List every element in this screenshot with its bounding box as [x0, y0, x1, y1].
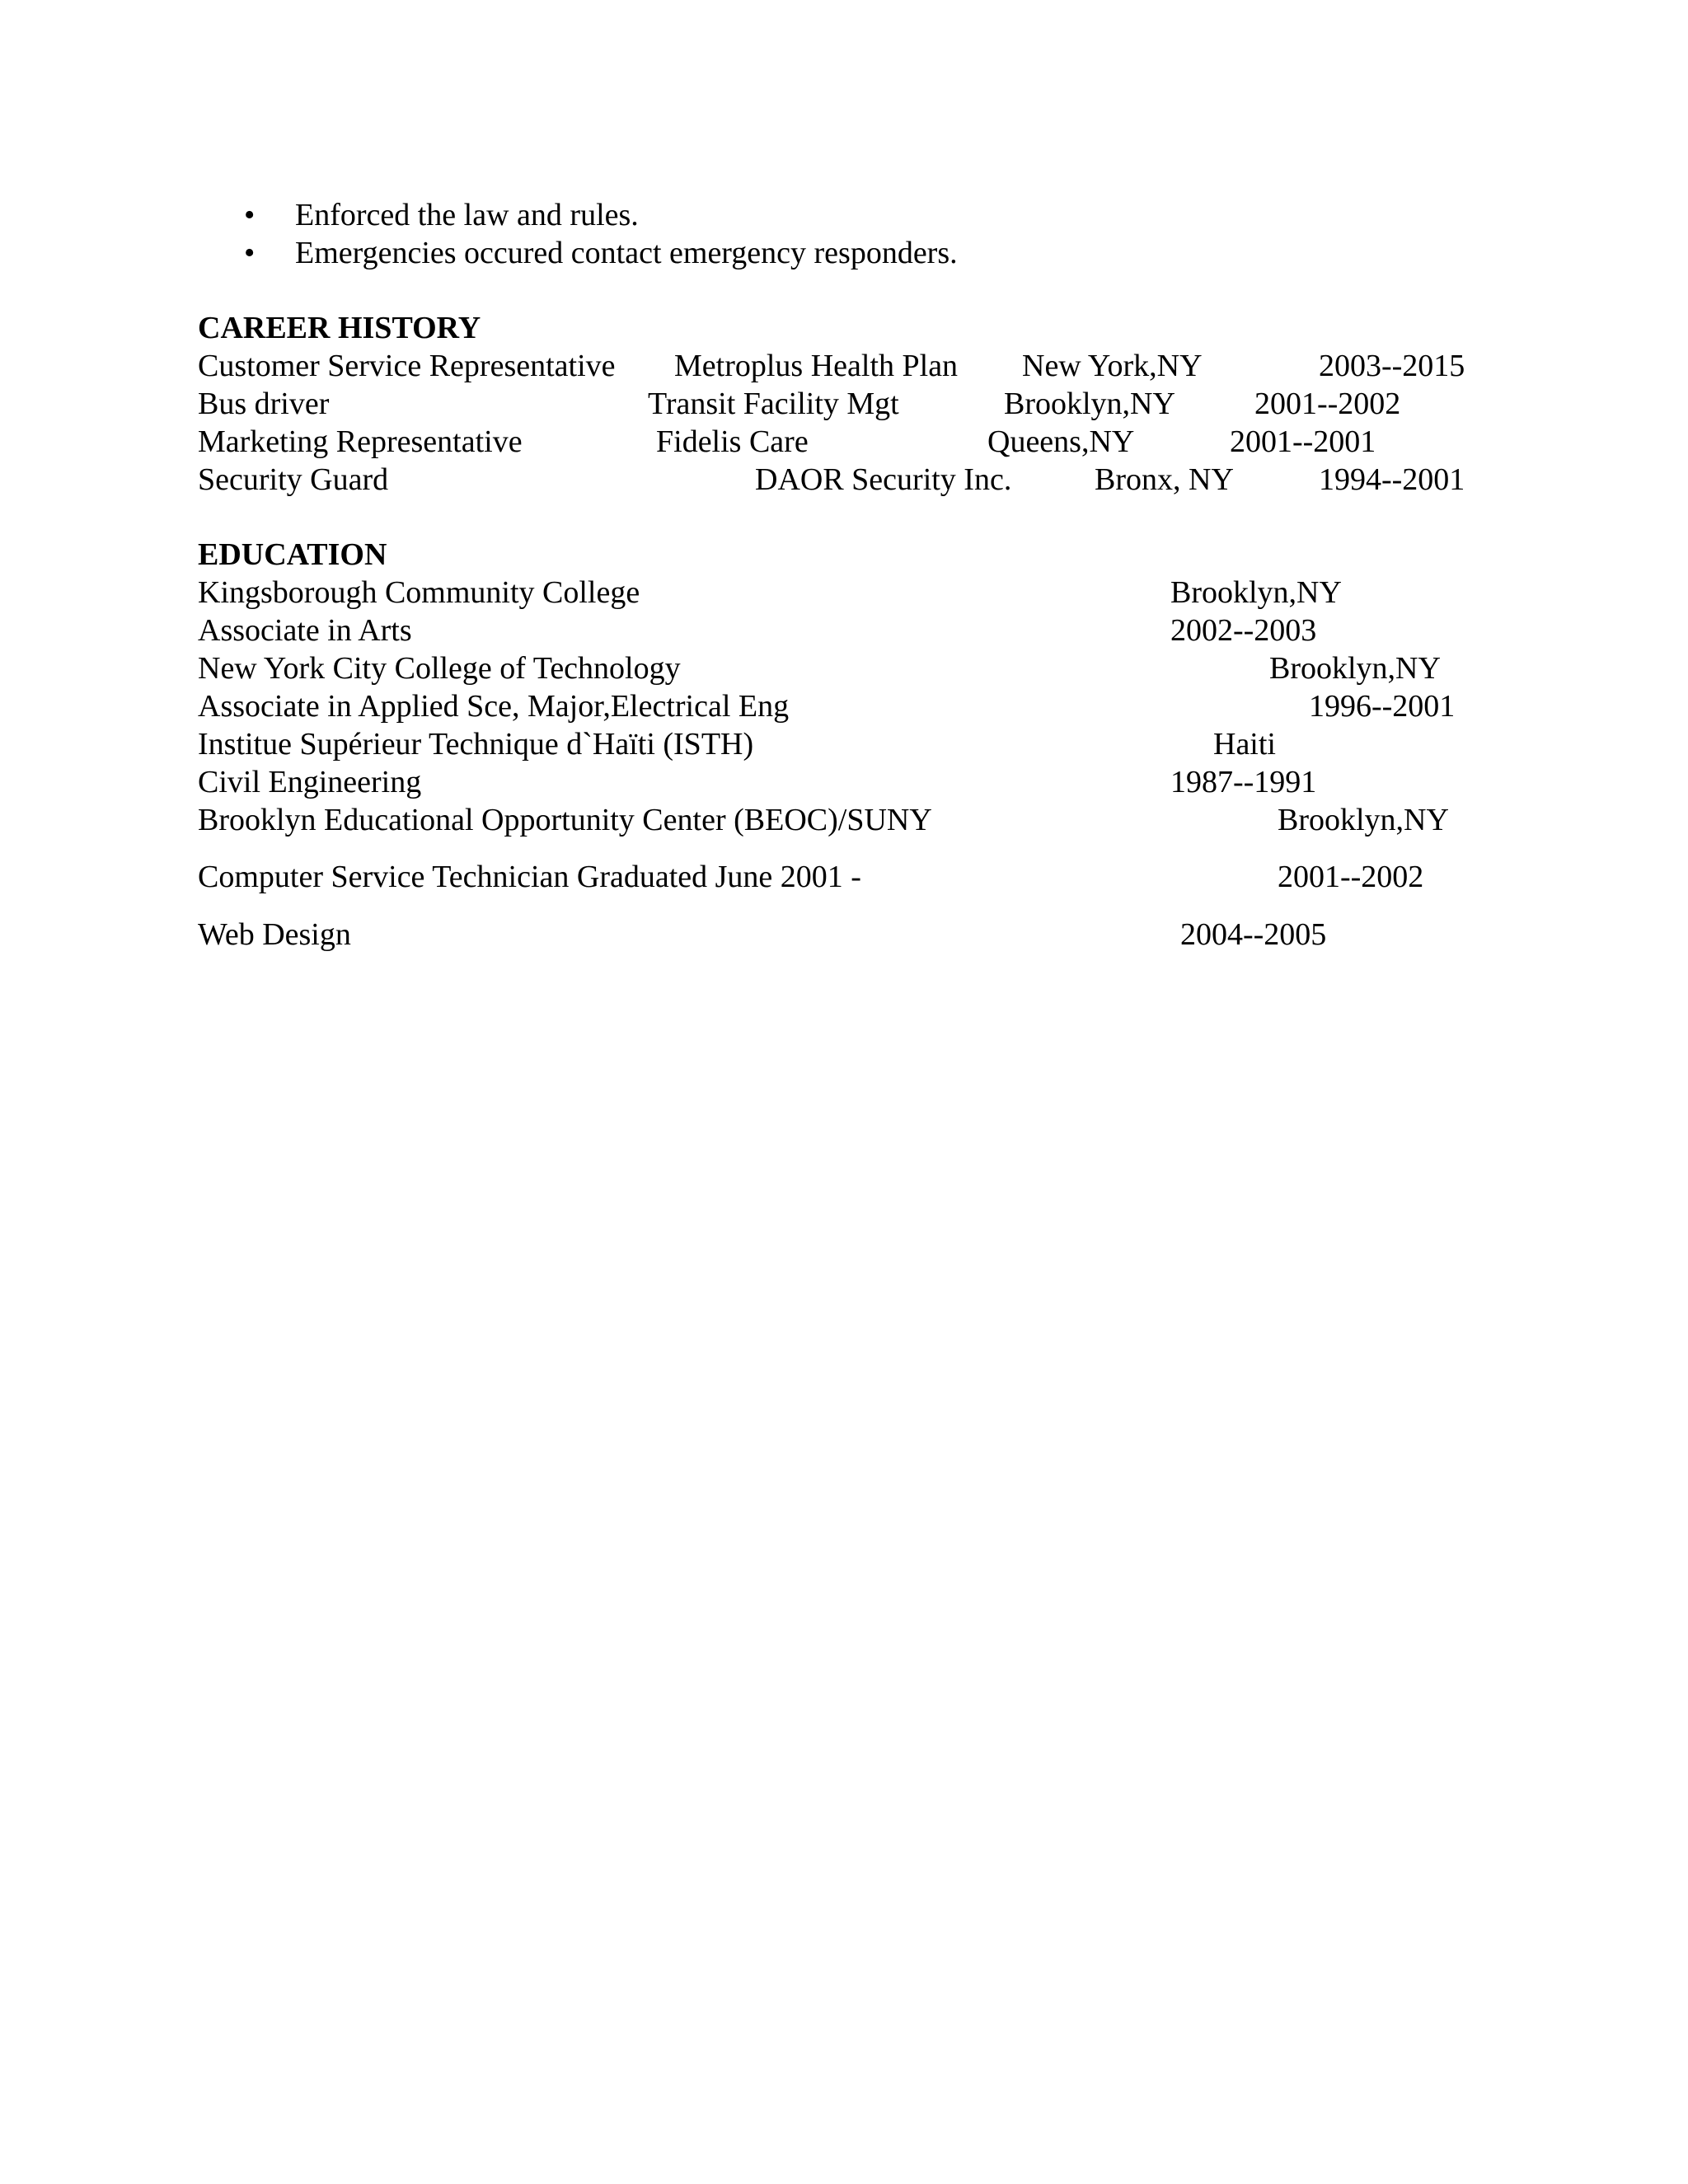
career-title: Customer Service Representative	[198, 349, 616, 383]
bullet-marker: •	[244, 198, 256, 232]
career-years: 2001--2001	[1230, 424, 1376, 459]
education-detail: 1987--1991	[1170, 765, 1317, 799]
career-location: New York,NY	[1022, 349, 1203, 383]
education-entry: Web Design	[198, 917, 351, 952]
career-title: Security Guard	[198, 462, 389, 497]
education-detail: Haiti	[1213, 727, 1276, 762]
education-entry: Kingsborough Community College	[198, 575, 640, 610]
education-entry: Brooklyn Educational Opportunity Center (BEOC)/SUNY	[198, 803, 932, 837]
education-entry: Institue Supérieur Technique d`Haïti (ISTH)	[198, 727, 754, 762]
education-entry: Computer Service Technician Graduated June 2001 -	[198, 860, 861, 894]
education-detail: 2002--2003	[1170, 613, 1317, 648]
career-location: Queens,NY	[987, 424, 1135, 459]
career-years: 1994--2001	[1319, 462, 1465, 497]
career-employer: Fidelis Care	[656, 424, 809, 459]
career-history-heading: CAREER HISTORY	[198, 311, 481, 345]
education-entry: New York City College of Technology	[198, 651, 681, 686]
career-years: 2003--2015	[1319, 349, 1465, 383]
education-detail: 2004--2005	[1180, 917, 1327, 952]
education-detail: 2001--2002	[1278, 860, 1424, 894]
education-detail: Brooklyn,NY	[1269, 651, 1441, 686]
education-heading: EDUCATION	[198, 537, 387, 572]
education-entry: Associate in Applied Sce, Major,Electrical Eng	[198, 689, 790, 724]
education-entry: Civil Engineering	[198, 765, 422, 799]
duty-item: Emergencies occured contact emergency responders.	[295, 236, 958, 270]
duty-item: Enforced the law and rules.	[295, 198, 639, 232]
career-employer: Transit Facility Mgt	[648, 387, 899, 421]
career-title: Bus driver	[198, 387, 330, 421]
career-employer: Metroplus Health Plan	[674, 349, 959, 383]
education-entry: Associate in Arts	[198, 613, 412, 648]
career-location: Bronx, NY	[1095, 462, 1234, 497]
bullet-marker: •	[244, 236, 256, 270]
education-detail: Brooklyn,NY	[1278, 803, 1449, 837]
career-location: Brooklyn,NY	[1004, 387, 1175, 421]
career-years: 2001--2002	[1254, 387, 1401, 421]
career-employer: DAOR Security Inc.	[755, 462, 1012, 497]
education-detail: Brooklyn,NY	[1170, 575, 1342, 610]
career-title: Marketing Representative	[198, 424, 523, 459]
education-detail: 1996--2001	[1309, 689, 1456, 724]
